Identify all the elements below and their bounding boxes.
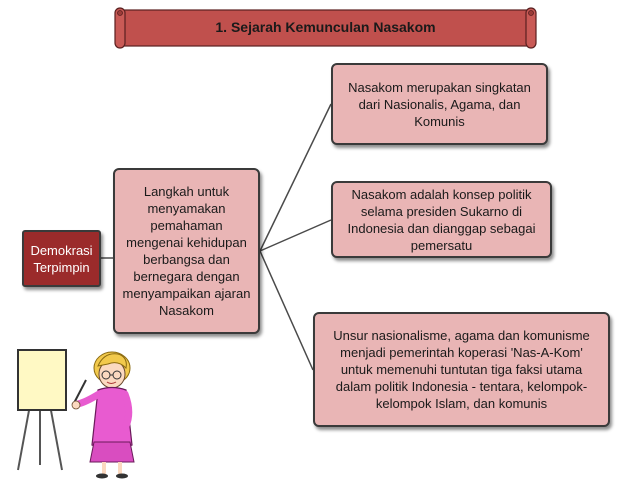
easel-board-icon — [18, 350, 66, 470]
right-node-2-text: Nasakom adalah konsep politik selama presiden Sukarno di Indonesia dan dianggap sebagai pemersatu — [347, 186, 536, 253]
root-node — [22, 230, 101, 287]
teacher-clipart — [0, 330, 150, 479]
middle-node-text: Langkah untuk menyamakan pemahaman mengenai kehidupan berbangsa dan bernegara dengan menyampaikan ajaran Nasakom — [122, 184, 251, 318]
banner-title: 1. Sejarah Kemunculan Nasakom — [215, 19, 436, 35]
right-node-3 — [313, 312, 610, 427]
root-node-text: Demokrasi Terpimpin — [30, 242, 93, 275]
connector-middle-r1 — [260, 104, 331, 251]
right-node-1 — [331, 63, 548, 145]
right-node-1-text: Nasakom merupakan singkatan dari Nasionalis, Agama, dan Komunis — [348, 79, 531, 129]
connector-middle-r3 — [260, 251, 313, 370]
right-node-2 — [331, 181, 552, 258]
title-banner — [113, 4, 538, 52]
middle-node — [113, 168, 260, 334]
right-node-3-text: Unsur nasionalisme, agama dan komunisme menjadi pemerintah koperasi 'Nas-A-Kom' untuk memenuhi tuntutan tiga faksi utama dalam politik Indonesia - tentara, kelompok-kelompok Islam, dan komunis — [333, 328, 590, 411]
connector-middle-r2 — [260, 220, 331, 251]
